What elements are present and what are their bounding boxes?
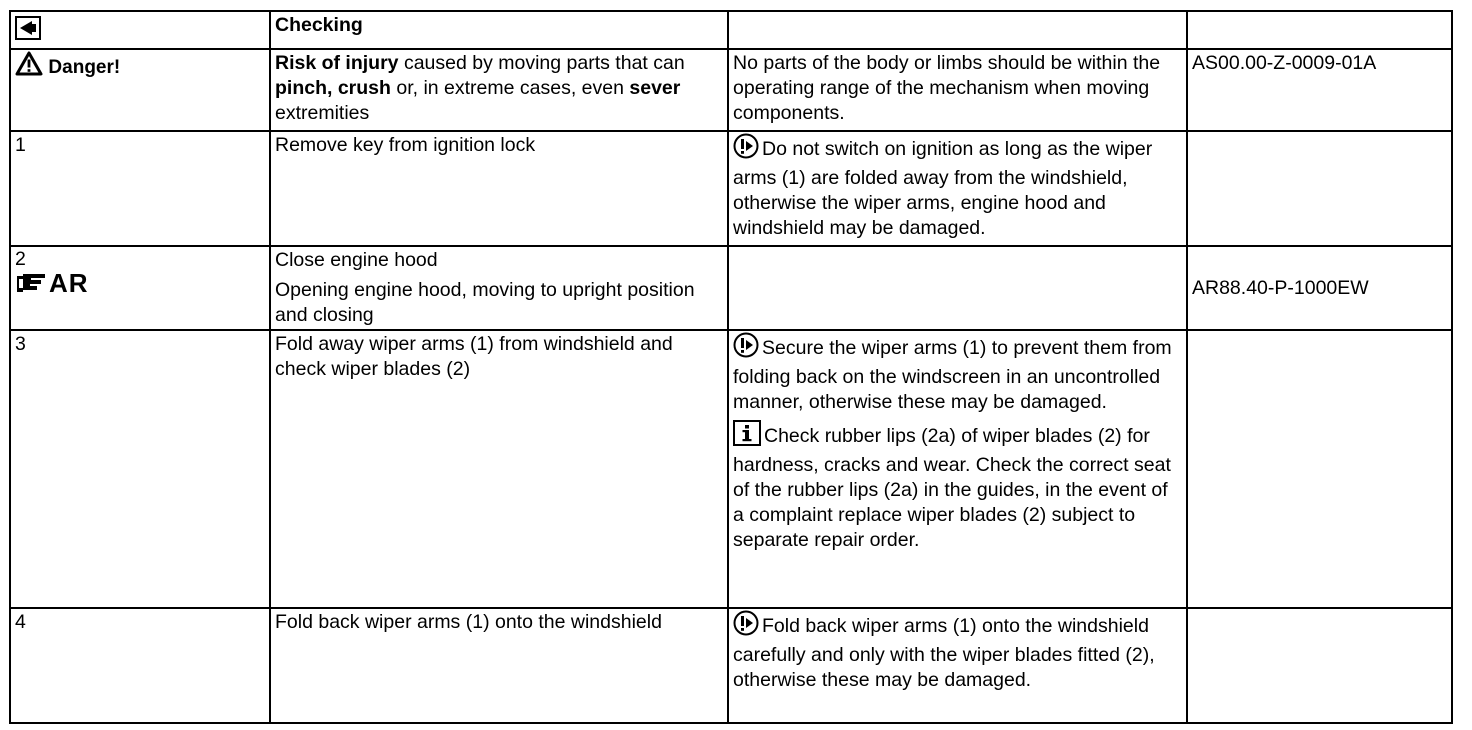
danger-text-cell (270, 49, 728, 131)
step-row (10, 131, 1452, 246)
step-info-block (733, 420, 1181, 553)
step-number-cell (10, 608, 270, 723)
step-action: Fold away wiper arms (1) from windshield and check wiper blades (2) (275, 333, 673, 380)
danger-measure: No parts of the body or limbs should be within the operating range of the mechanism when moving components. (733, 52, 1161, 124)
step-ref-cell (1187, 330, 1452, 608)
step-action-cell (270, 330, 728, 608)
step-number: 3 (15, 333, 26, 355)
step-row (10, 330, 1452, 608)
step-number: 2 (15, 248, 26, 270)
ar-reference[interactable] (15, 270, 264, 301)
reference-link[interactable]: AS00.00-Z-0009-01A (1192, 52, 1377, 74)
header-row (10, 11, 1452, 49)
danger-text: or, in extreme cases, even (390, 77, 630, 99)
step-row (10, 608, 1452, 723)
step-action: Close engine hood (275, 249, 438, 271)
section-title: Checking (275, 14, 363, 36)
ar-label: AR (49, 268, 89, 298)
reference-link[interactable]: AR88.40-P-1000EW (1192, 276, 1369, 299)
procedure-table (9, 10, 1453, 724)
step-info: Check rubber lips (2a) of wiper blades (2) for hardness, cracks and wear. Check the correct seat of the rubber lips (2a) in the guides, in the event of a complaint replace wiper blades (2) subject to separate repair order. (733, 425, 1171, 551)
header-title-cell (270, 11, 728, 49)
danger-text: caused by moving parts that can (398, 52, 685, 74)
info-box-icon (733, 420, 761, 453)
step-number-cell (10, 246, 270, 330)
step-action: Fold back wiper arms (1) onto the windshield (275, 611, 662, 633)
pointing-hand-icon (15, 272, 49, 301)
back-triangle-icon[interactable] (15, 16, 41, 47)
danger-row (10, 49, 1452, 131)
step-note-cell (728, 608, 1187, 723)
step-action: Remove key from ignition lock (275, 134, 536, 156)
step-action-cell (270, 131, 728, 246)
header-empty-cell (728, 11, 1187, 49)
step-note-cell (728, 246, 1187, 330)
step-action-secondary: Opening engine hood, moving to upright position and closing (275, 279, 695, 326)
step-action-cell (270, 608, 728, 723)
step-note: Do not switch on ignition as long as the wiper arms (1) are folded away from the windshield, otherwise the wiper arms, engine hood and windshield may be damaged. (733, 138, 1153, 239)
danger-ref-cell (1187, 49, 1452, 131)
caution-circle-icon (733, 332, 759, 365)
danger-text-bold: pinch, crush (275, 77, 391, 99)
step-note-block (733, 332, 1181, 415)
step-note-cell (728, 330, 1187, 608)
step-ref-cell (1187, 131, 1452, 246)
step-note: Secure the wiper arms (1) to prevent them from folding back on the windscreen in an uncontrolled manner, otherwise these may be damaged. (733, 337, 1172, 413)
step-ref-cell (1187, 246, 1452, 330)
step-row (10, 246, 1452, 330)
step-number-cell (10, 131, 270, 246)
warning-triangle-icon (15, 51, 43, 83)
header-empty-cell (1187, 11, 1452, 49)
step-number: 1 (15, 134, 26, 156)
step-number: 4 (15, 611, 26, 633)
step-ref-cell (1187, 608, 1452, 723)
danger-text-bold: sever (629, 77, 681, 99)
step-note-cell (728, 131, 1187, 246)
step-note: Fold back wiper arms (1) onto the windshield carefully and only with the wiper blades fitted (2), otherwise these may be damaged. (733, 615, 1155, 691)
header-icon-cell (10, 11, 270, 49)
danger-text: extremities (275, 102, 370, 124)
caution-circle-icon (733, 610, 759, 643)
danger-measure-cell (728, 49, 1187, 131)
danger-text-bold: Risk of injury (275, 52, 399, 74)
danger-label: Danger! (48, 57, 121, 78)
danger-label-cell (10, 49, 270, 131)
caution-circle-icon (733, 133, 759, 166)
step-action-cell (270, 246, 728, 330)
step-number-cell (10, 330, 270, 608)
